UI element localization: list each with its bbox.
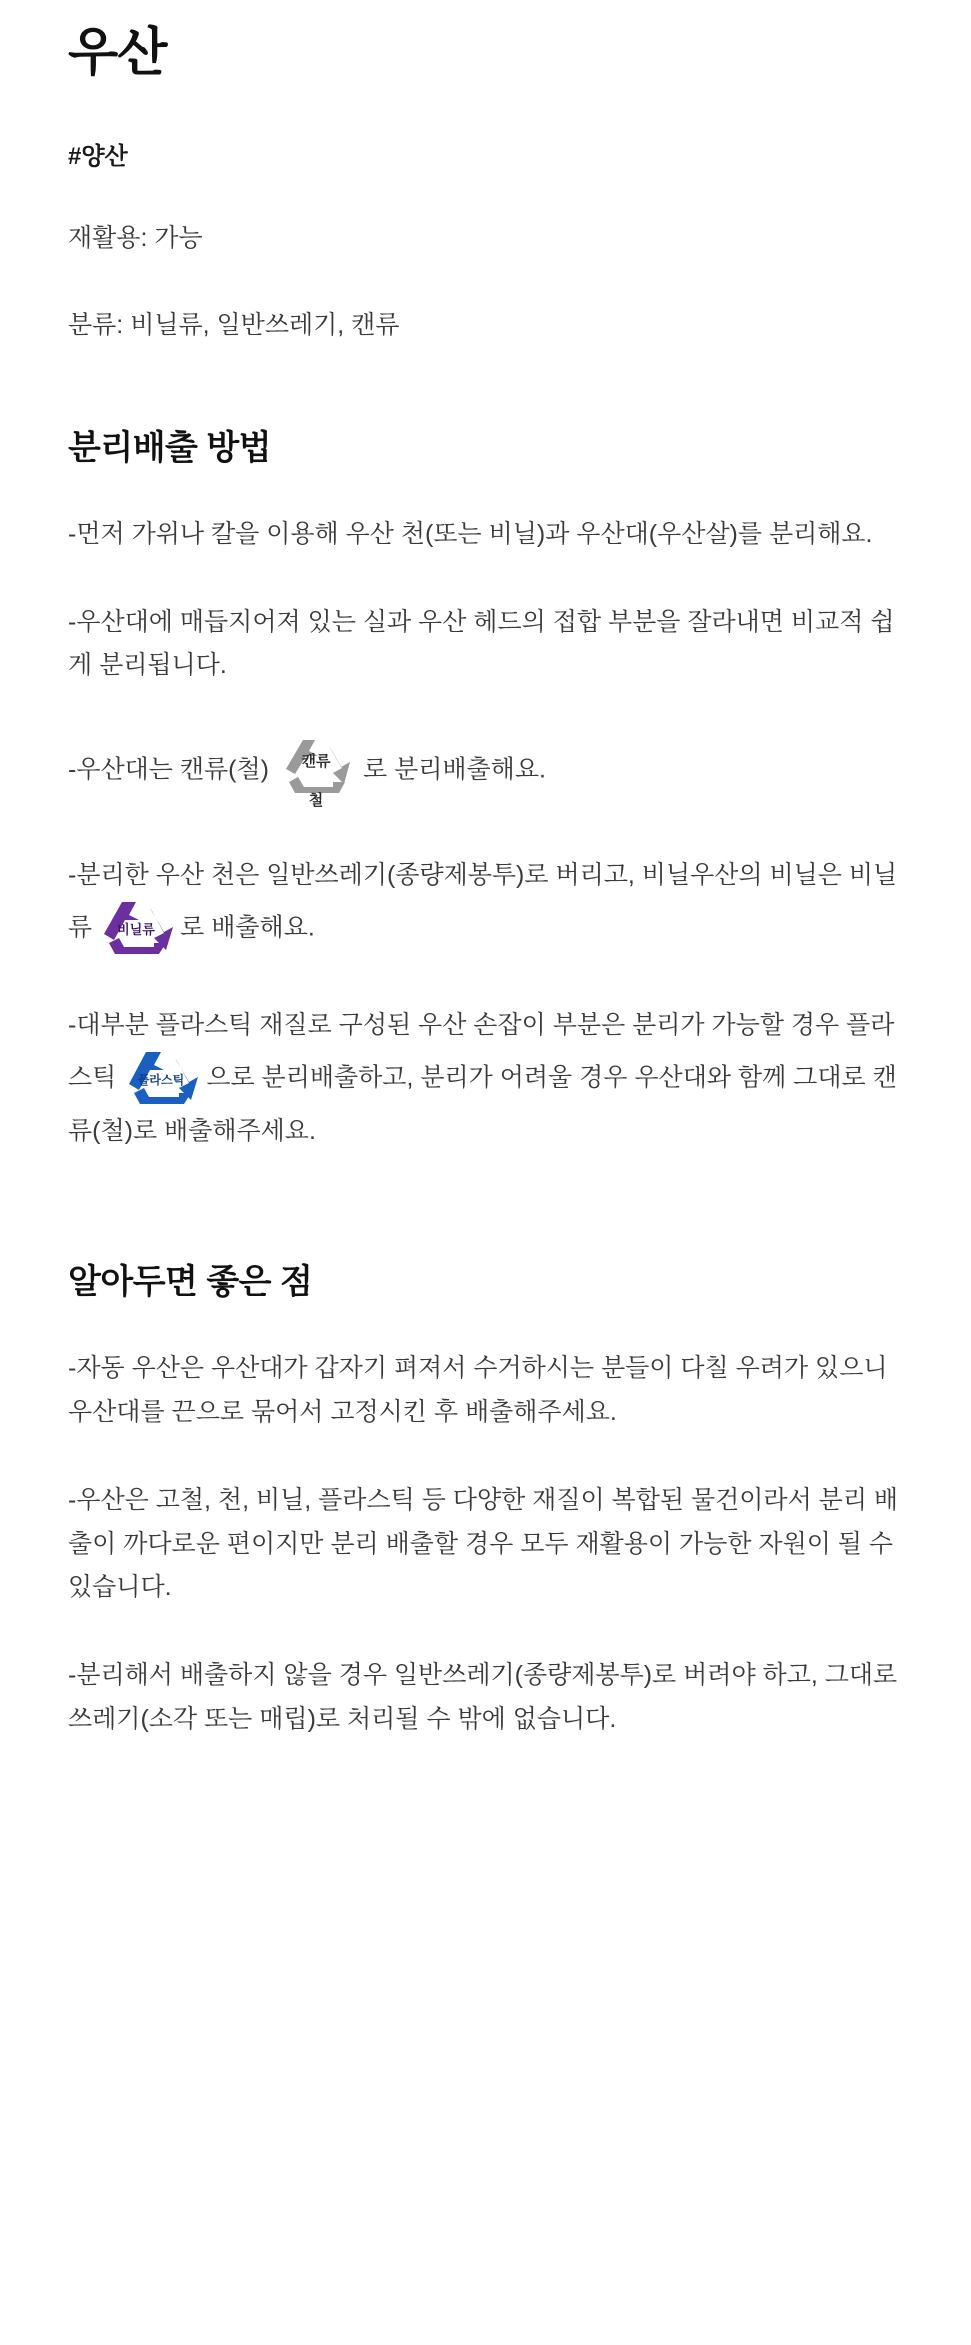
plastic-icon-label: 플라스틱: [138, 1072, 185, 1087]
paragraph-step-5-before: -대부분 플라스틱 재질로 구성된 우산 손잡이 부분은 분리가 가능할 경우 플라스틱: [68, 1010, 895, 1092]
category-list: 분류: 비닐류, 일반쓰레기, 캔류: [68, 311, 400, 340]
paragraph-step-2: -우산대에 매듭지어져 있는 실과 우산 헤드의 접합 부분을 잘라내면 비교적 쉽게 분리됩니다.: [68, 607, 895, 680]
paragraph-step-5-after: 으로 분리배출하고, 분리가 어려울 경우 우산대와 함께 그대로 캔류(철)로 배출해주세요.: [68, 1063, 897, 1145]
vinyl-recycle-icon: [96, 896, 176, 958]
paragraph-step-3: [68, 732, 903, 810]
paragraph-step-1: -먼저 가위나 칼을 이용해 우산 천(또는 비닐)과 우산대(우산살)를 분리해요.: [68, 519, 873, 548]
paragraph-step-3-after: 로 분리배출해요.: [362, 755, 546, 784]
article-page: [0, 22, 971, 1742]
tag-label[interactable]: #양산: [68, 143, 128, 171]
vinyl-icon-label: 비닐류: [117, 921, 155, 937]
paragraph-step-4-before: -분리한 우산 천은 일반쓰레기(종량제봉투)로 버리고, 비닐우산의 비닐은 비닐류: [68, 861, 898, 942]
section-divider-spacer: [68, 1153, 903, 1179]
page-title: 우산: [68, 24, 167, 82]
section-heading-disposal: 분리배출 방법: [68, 428, 272, 467]
can-icon-label-top: 캔류: [301, 753, 331, 771]
paragraph-step-4-after: 로 배출해요.: [180, 913, 315, 942]
paragraph-step-4: [68, 854, 903, 960]
can-recycle-icon: [273, 730, 359, 808]
recycle-status: 재활용: 가능: [68, 224, 203, 253]
paragraph-tip-3: -분리해서 배출하지 않을 경우 일반쓰레기(종량제봉투)로 버려야 하고, 그대로 쓰레기(소각 또는 매립)로 처리될 수 밖에 없습니다.: [68, 1661, 898, 1733]
section-heading-tips: 알아두면 좋은 점: [68, 1263, 313, 1302]
can-icon-label-bottom: 철: [308, 792, 324, 809]
paragraph-tip-2: -우산은 고철, 천, 비닐, 플라스틱 등 다양한 재질이 복합된 물건이라서 분리 배출이 까다로운 편이지만 분리 배출할 경우 모두 재활용이 가능한 자원이 될 수 있습니다.: [68, 1485, 899, 1602]
plastic-recycle-icon: [120, 1046, 202, 1108]
paragraph-step-5: [68, 1004, 903, 1154]
paragraph-tip-1: -자동 우산은 우산대가 갑자기 펴져서 수거하시는 분들이 다칠 우려가 있으니 우산대를 끈으로 묶어서 고정시킨 후 배출해주세요.: [68, 1354, 888, 1427]
paragraph-step-3-before: -우산대는 캔류(철): [68, 755, 269, 784]
